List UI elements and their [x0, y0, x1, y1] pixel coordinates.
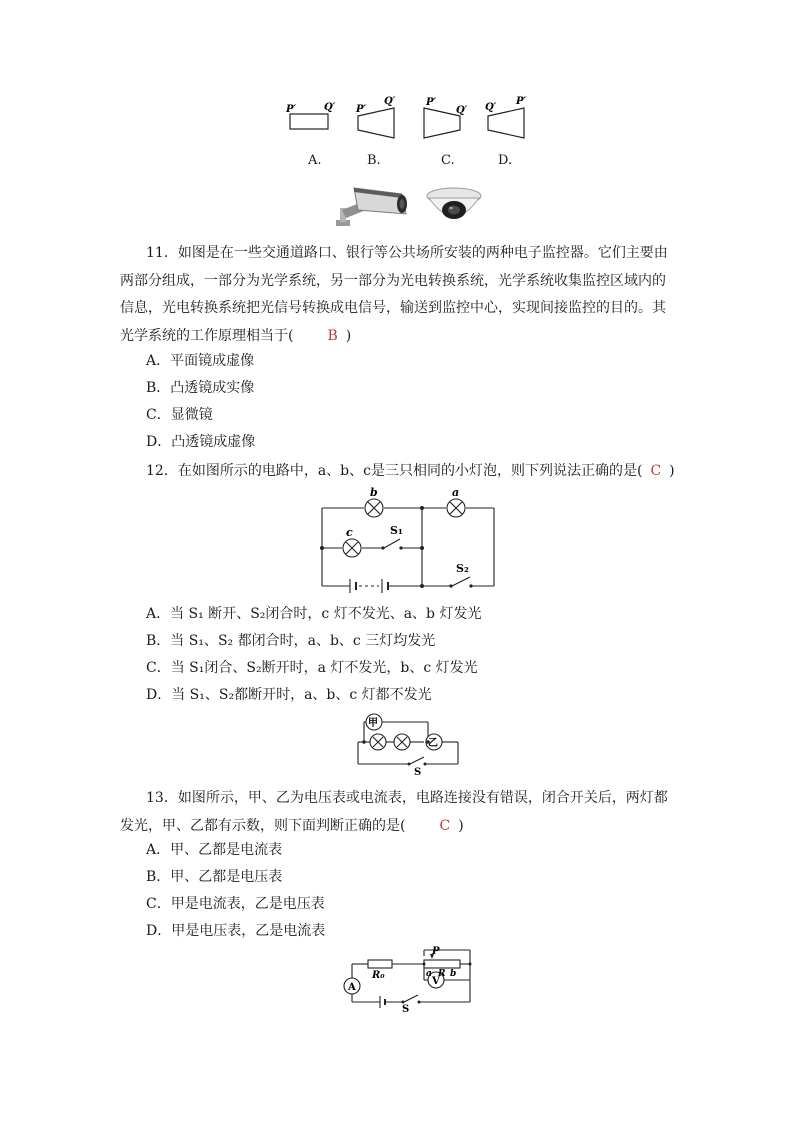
shape-c-left-label: P′ — [426, 97, 437, 108]
q13-meter-yi-label: 乙 — [428, 738, 438, 749]
shape-label-d: D. — [498, 153, 513, 168]
q13-circuit-diagram — [354, 712, 464, 776]
question-11-answer: B — [327, 327, 338, 344]
question-12-option-c: C．当 S₁闭合、S₂断开时，a 灯不发光，b、c 灯发光 — [146, 660, 478, 676]
question-12-stem: 12．在如图所示的电路中，a、b、c是三只相同的小灯泡，则下列说法正确的是( — [146, 463, 643, 479]
question-12-option-d: D．当 S₁、S₂都断开时，a、b、c 灯都不发光 — [146, 687, 432, 703]
question-11-close-paren: ) — [345, 327, 352, 344]
shape-label-b: B. — [367, 153, 381, 168]
question-13-option-c: C．甲是电流表，乙是电压表 — [146, 896, 325, 912]
question-11-text — [120, 240, 678, 350]
q12-lamp-b-label: b — [370, 486, 378, 499]
shape-option-a — [285, 102, 336, 129]
q12-switch-s2-label: S₂ — [456, 562, 469, 575]
shape-b-left-label: P′ — [356, 104, 367, 115]
shape-a-left-label: P′ — [286, 104, 297, 115]
shape-d-right-label: P′ — [516, 96, 527, 107]
question-13-text — [120, 785, 678, 840]
q13-meter-jia-label: 甲 — [368, 718, 378, 729]
shape-option-b — [355, 96, 396, 138]
shape-d-left-label: Q′ — [485, 102, 497, 113]
q14-switch-s-label: S — [402, 1004, 410, 1012]
question-13-option-d: D．甲是电压表，乙是电流表 — [146, 923, 326, 939]
question-11-option-c: C．显微镜 — [146, 407, 213, 423]
question-11-stem: 11．如图是在一些交通道路口、银行等公共场所安装的两种电子监控器。它们主要由两部分组成，一部分为光学系统，另一部分为光电转换系统，光学系统收集监控区域内的信息，光电转换系统把光信号转换成电信号，输送到监控中心，实现间接监控的目的。其光学系统的工作原理相当于( — [120, 245, 668, 344]
q14-rheostat-a-label: a — [426, 969, 432, 979]
question-11-option-a: A．平面镜成虚像 — [146, 353, 255, 369]
question-12-option-b: B．当 S₁、S₂ 都闭合时，a、b、c 三灯均发光 — [146, 633, 436, 649]
shape-label-c: C. — [441, 153, 455, 168]
question-11-option-d: D．凸透镜成虚像 — [146, 434, 256, 450]
question-13-close-paren: ) — [458, 817, 464, 834]
question-13-option-a: A．甲、乙都是电流表 — [146, 842, 283, 858]
shape-option-c — [424, 97, 468, 138]
question-13-answer: C — [439, 817, 451, 834]
shape-options-figure — [280, 92, 540, 147]
q14-rheostat-b-label: b — [450, 969, 457, 979]
shape-c-right-label: Q′ — [456, 105, 468, 116]
q12-switch-s1-label: S₁ — [390, 524, 403, 537]
q14-resistor-r0-label: R₀ — [372, 970, 385, 981]
dome-camera-image — [424, 182, 484, 230]
question-12-answer: C — [650, 463, 662, 479]
shape-a-right-label: Q′ — [324, 102, 336, 113]
q14-voltmeter-label: V — [432, 976, 440, 987]
q14-circuit-diagram — [340, 944, 476, 1012]
q14-ammeter-label: A — [348, 982, 356, 993]
question-12-option-a: A．当 S₁ 断开、S₂闭合时，c 灯不发光、a、b 灯发光 — [146, 606, 482, 622]
shape-label-a: A. — [308, 153, 322, 168]
q12-lamp-c-label: c — [346, 526, 353, 539]
shape-b-right-label: Q′ — [384, 96, 396, 107]
question-11-option-b: B．凸透镜成实像 — [146, 380, 255, 396]
bullet-camera-image — [332, 180, 412, 232]
q12-circuit-diagram — [318, 484, 498, 594]
question-12-text — [146, 461, 675, 481]
question-13-stem: 13．如图所示，甲、乙为电压表或电流表，电路连接没有错误，闭合开关后，两灯都发光，甲、乙都有示数，则下面判断正确的是( — [120, 790, 668, 834]
question-12-close-paren: ) — [669, 463, 675, 479]
shape-option-d — [485, 96, 527, 138]
q13-switch-s-label: S — [414, 767, 422, 776]
question-13-option-b: B．甲、乙都是电压表 — [146, 869, 283, 885]
q14-rheostat-r-label: R — [438, 969, 446, 979]
q12-lamp-a-label: a — [452, 486, 460, 499]
q14-slider-p-label: P — [432, 946, 440, 957]
